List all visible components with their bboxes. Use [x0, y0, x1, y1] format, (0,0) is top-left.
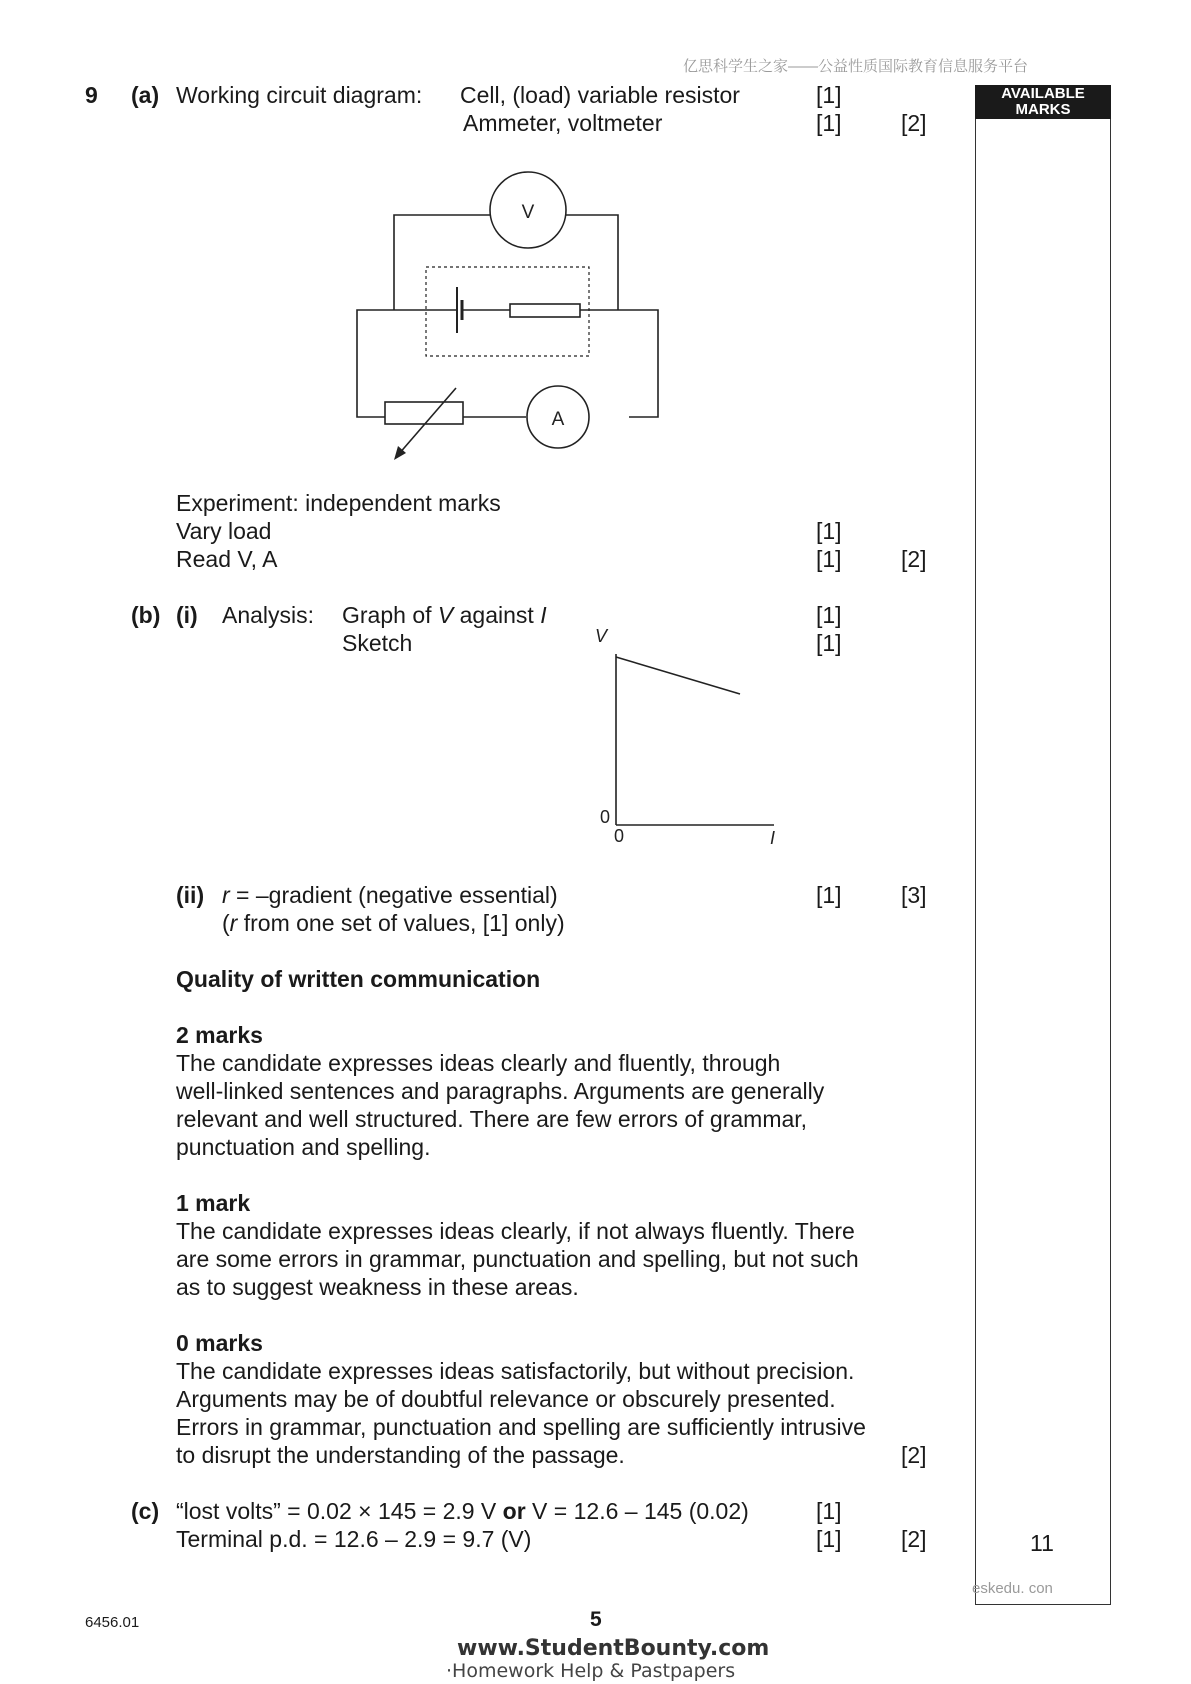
analysis-label: Analysis:: [222, 602, 315, 628]
ammeter-label: A: [551, 409, 565, 430]
available-marks-header-line1: AVAILABLE: [1001, 85, 1085, 102]
available-marks-header: [975, 85, 1111, 119]
part-b-ii-line1: r = –gradient (negative essential): [222, 882, 558, 908]
part-b-i-label: (i): [176, 602, 198, 628]
variable-resistor-arrow: [398, 388, 456, 455]
part-b-i-mark1: [1]: [816, 602, 842, 628]
part-c-label: (c): [131, 1498, 160, 1524]
experiment-step1-mark: [1]: [816, 518, 842, 544]
sketch-label: Sketch: [342, 630, 413, 656]
qwc-2marks-text: The candidate expresses ideas clearly and fluently, through well-linked sentences and paragraphs. Arguments are generally relevant and well structured. There are few errors of grammar, punctuation and spelling.: [176, 1050, 825, 1160]
cell-box: [426, 267, 589, 356]
part-a-total1: [2]: [901, 110, 927, 136]
internal-resistor: [510, 304, 580, 317]
available-marks-column: [975, 85, 1111, 1605]
qwc-1mark-text: The candidate expresses ideas clearly, if not always fluently. There are some errors in grammar, punctuation and spelling, but not such as to suggest weakness in these areas.: [176, 1218, 859, 1300]
top-watermark: 亿思科学生之家——公益性质国际教育信息服务平台: [683, 58, 1029, 75]
part-a-label: (a): [131, 82, 160, 108]
v-i-line: [616, 657, 740, 694]
question-number: 9: [85, 82, 98, 108]
qwc-title: Quality of written communication: [176, 966, 541, 992]
footer-site: www.StudentBounty.com: [457, 1636, 770, 1661]
footer-site-subtitle: ·Homework Help & Pastpapers: [446, 1660, 736, 1682]
part-a-mark2: [1]: [816, 110, 842, 136]
part-c-mark2: [1]: [816, 1526, 842, 1552]
part-a-line2-right: Ammeter, voltmeter: [463, 110, 663, 136]
available-marks-total: 11: [1030, 1530, 1054, 1556]
circuit-diagram: [340, 160, 670, 465]
part-a-mark1: [1]: [816, 82, 842, 108]
voltmeter-label: V: [521, 202, 535, 223]
experiment-step1: Vary load: [176, 518, 272, 544]
qwc-1mark-title: 1 mark: [176, 1190, 251, 1216]
graph-origin-x: 0: [614, 826, 625, 845]
qwc-0marks-text: The candidate expresses ideas satisfactorily, but without precision. Arguments may be of doubtful relevance or obscurely presented. Errors in grammar, punctuation and spelling are sufficiently intrusive to disrupt the understanding of the passage.: [176, 1358, 866, 1468]
graph-x-label: I: [770, 828, 776, 845]
experiment-step2-mark: [1]: [816, 546, 842, 572]
bottom-watermark: eskedu. con: [972, 1580, 1053, 1597]
part-b-label: (b): [131, 602, 161, 628]
part-c-mark1: [1]: [816, 1498, 842, 1524]
paper-code: 6456.01: [85, 1614, 140, 1631]
experiment-total: [2]: [901, 546, 927, 572]
part-c-total: [2]: [901, 1526, 927, 1552]
part-b-ii-label: (ii): [176, 882, 205, 908]
part-c-line2: Terminal p.d. = 12.6 – 2.9 = 9.7 (V): [176, 1526, 532, 1552]
experiment-step2: Read V, A: [176, 546, 278, 572]
graph-description: Graph of V against I: [342, 602, 547, 628]
part-b-ii-line2: (r from one set of values, [1] only): [222, 910, 565, 936]
qwc-2marks-title: 2 marks: [176, 1022, 263, 1048]
available-marks-header-line2: MARKS: [1015, 101, 1071, 118]
variable-resistor: [385, 402, 463, 424]
qwc-total: [2]: [901, 1442, 927, 1468]
page-number: 5: [590, 1608, 602, 1631]
qwc-0marks-title: 0 marks: [176, 1330, 263, 1356]
part-a-line1-right: Cell, (load) variable resistor: [460, 82, 740, 108]
part-b-i-mark2: [1]: [816, 630, 842, 656]
part-c-line1: “lost volts” = 0.02 × 145 = 2.9 V or V = 12.6 – 145 (0.02): [176, 1498, 749, 1524]
graph-y-label: V: [595, 626, 608, 646]
part-b-ii-total: [3]: [901, 882, 927, 908]
graph-origin-y: 0: [600, 807, 611, 827]
experiment-title: Experiment: independent marks: [176, 490, 501, 516]
part-a-line1-left: Working circuit diagram:: [176, 82, 423, 108]
part-b-ii-mark: [1]: [816, 882, 842, 908]
sketch-graph: [585, 620, 785, 845]
